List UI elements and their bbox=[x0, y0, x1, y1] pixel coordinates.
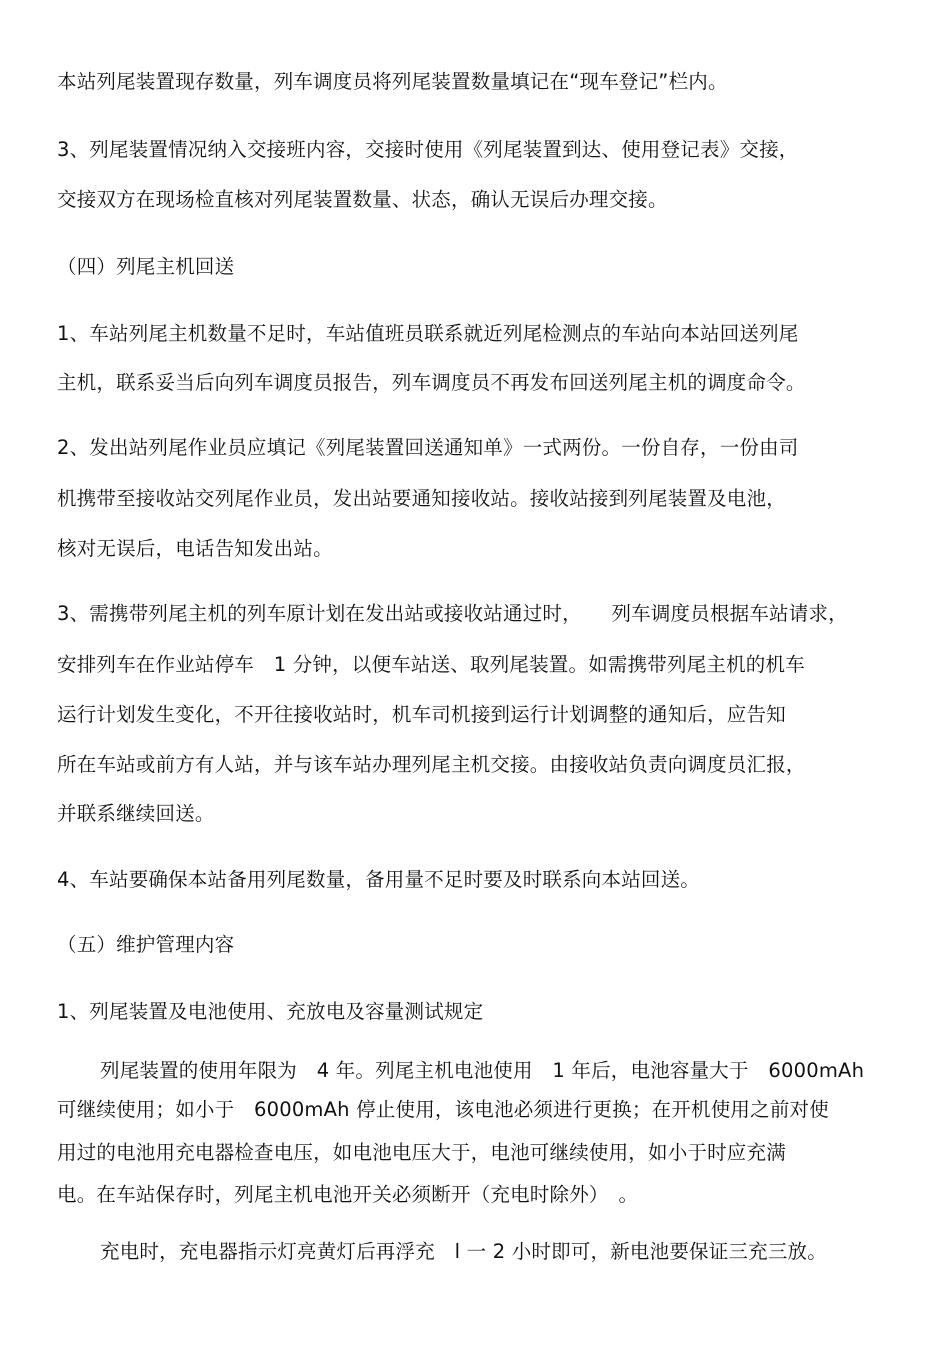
text-line: 1、车站列尾主机数量不足时，车站值班员联系就近列尾检测点的车站向本站回送列尾 bbox=[57, 322, 799, 345]
section-heading: （四）列尾主机回送 bbox=[57, 255, 235, 278]
text-line: 核对无误后，电话告知发出站。 bbox=[57, 537, 333, 560]
text-line: 所在车站或前方有人站，并与该车站办理列尾主机交接。由接收站负责向调度员汇报， bbox=[57, 753, 806, 776]
section-heading: （五）维护管理内容 bbox=[57, 933, 235, 956]
text-line: 本站列尾装置现存数量，列车调度员将列尾装置数量填记在“现车登记”栏内。 bbox=[57, 70, 728, 93]
text-line: 用过的电池用充电器检查电压，如电池电压大于，电池可继续使用，如小于时应充满 bbox=[57, 1141, 786, 1164]
text-line: 1、列尾装置及电池使用、充放电及容量测试规定 bbox=[57, 1000, 484, 1023]
text-line: 3、列尾装置情况纳入交接班内容，交接时使用《列尾装置到达、使用登记表》交接， bbox=[57, 138, 799, 161]
text-line: 交接双方在现场检直核对列尾装置数量、状态，确认无误后办理交接。 bbox=[57, 188, 668, 211]
text-line: 列尾装置的使用年限为 4 年。列尾主机电池使用 1 年后，电池容量大于 6000mAh bbox=[100, 1059, 865, 1082]
text-line: 充电时，充电器指示灯亮黄灯后再浮充 l 一 2 小时即可，新电池要保证三充三放。 bbox=[100, 1240, 827, 1263]
text-line: 可继续使用；如小于 6000mAh 停止使用，该电池必须进行更换；在开机使用之前对使 bbox=[57, 1098, 829, 1121]
text-line: 4、车站要确保本站备用列尾数量，备用量不足时要及时联系向本站回送。 bbox=[57, 868, 701, 891]
text-line: 并联系继续回送。 bbox=[57, 802, 215, 825]
text-line: 3、需携带列尾主机的列车原计划在发出站或接收站通过时， 列车调度员根据车站请求， bbox=[57, 602, 848, 625]
text-line: 机携带至接收站交列尾作业员，发出站要通知接收站。接收站接到列尾装置及电池， bbox=[57, 487, 786, 510]
text-line: 主机，联系妥当后向列车调度员报告，列车调度员不再发布回送列尾主机的调度命令。 bbox=[57, 371, 806, 394]
text-line: 安排列车在作业站停车 1 分钟，以便车站送、取列尾装置。如需携带列尾主机的机车 bbox=[57, 653, 805, 676]
text-line: 电。在车站保存时，列尾主机电池开关必须断开（充电时除外） 。 bbox=[57, 1183, 639, 1206]
text-line: 运行计划发生变化，不开往接收站时，机车司机接到运行计划调整的通知后，应告知 bbox=[57, 703, 786, 726]
text-line: 2、发出站列尾作业员应填记《列尾装置回送通知单》一式两份。一份自存，一份由司 bbox=[57, 436, 799, 459]
